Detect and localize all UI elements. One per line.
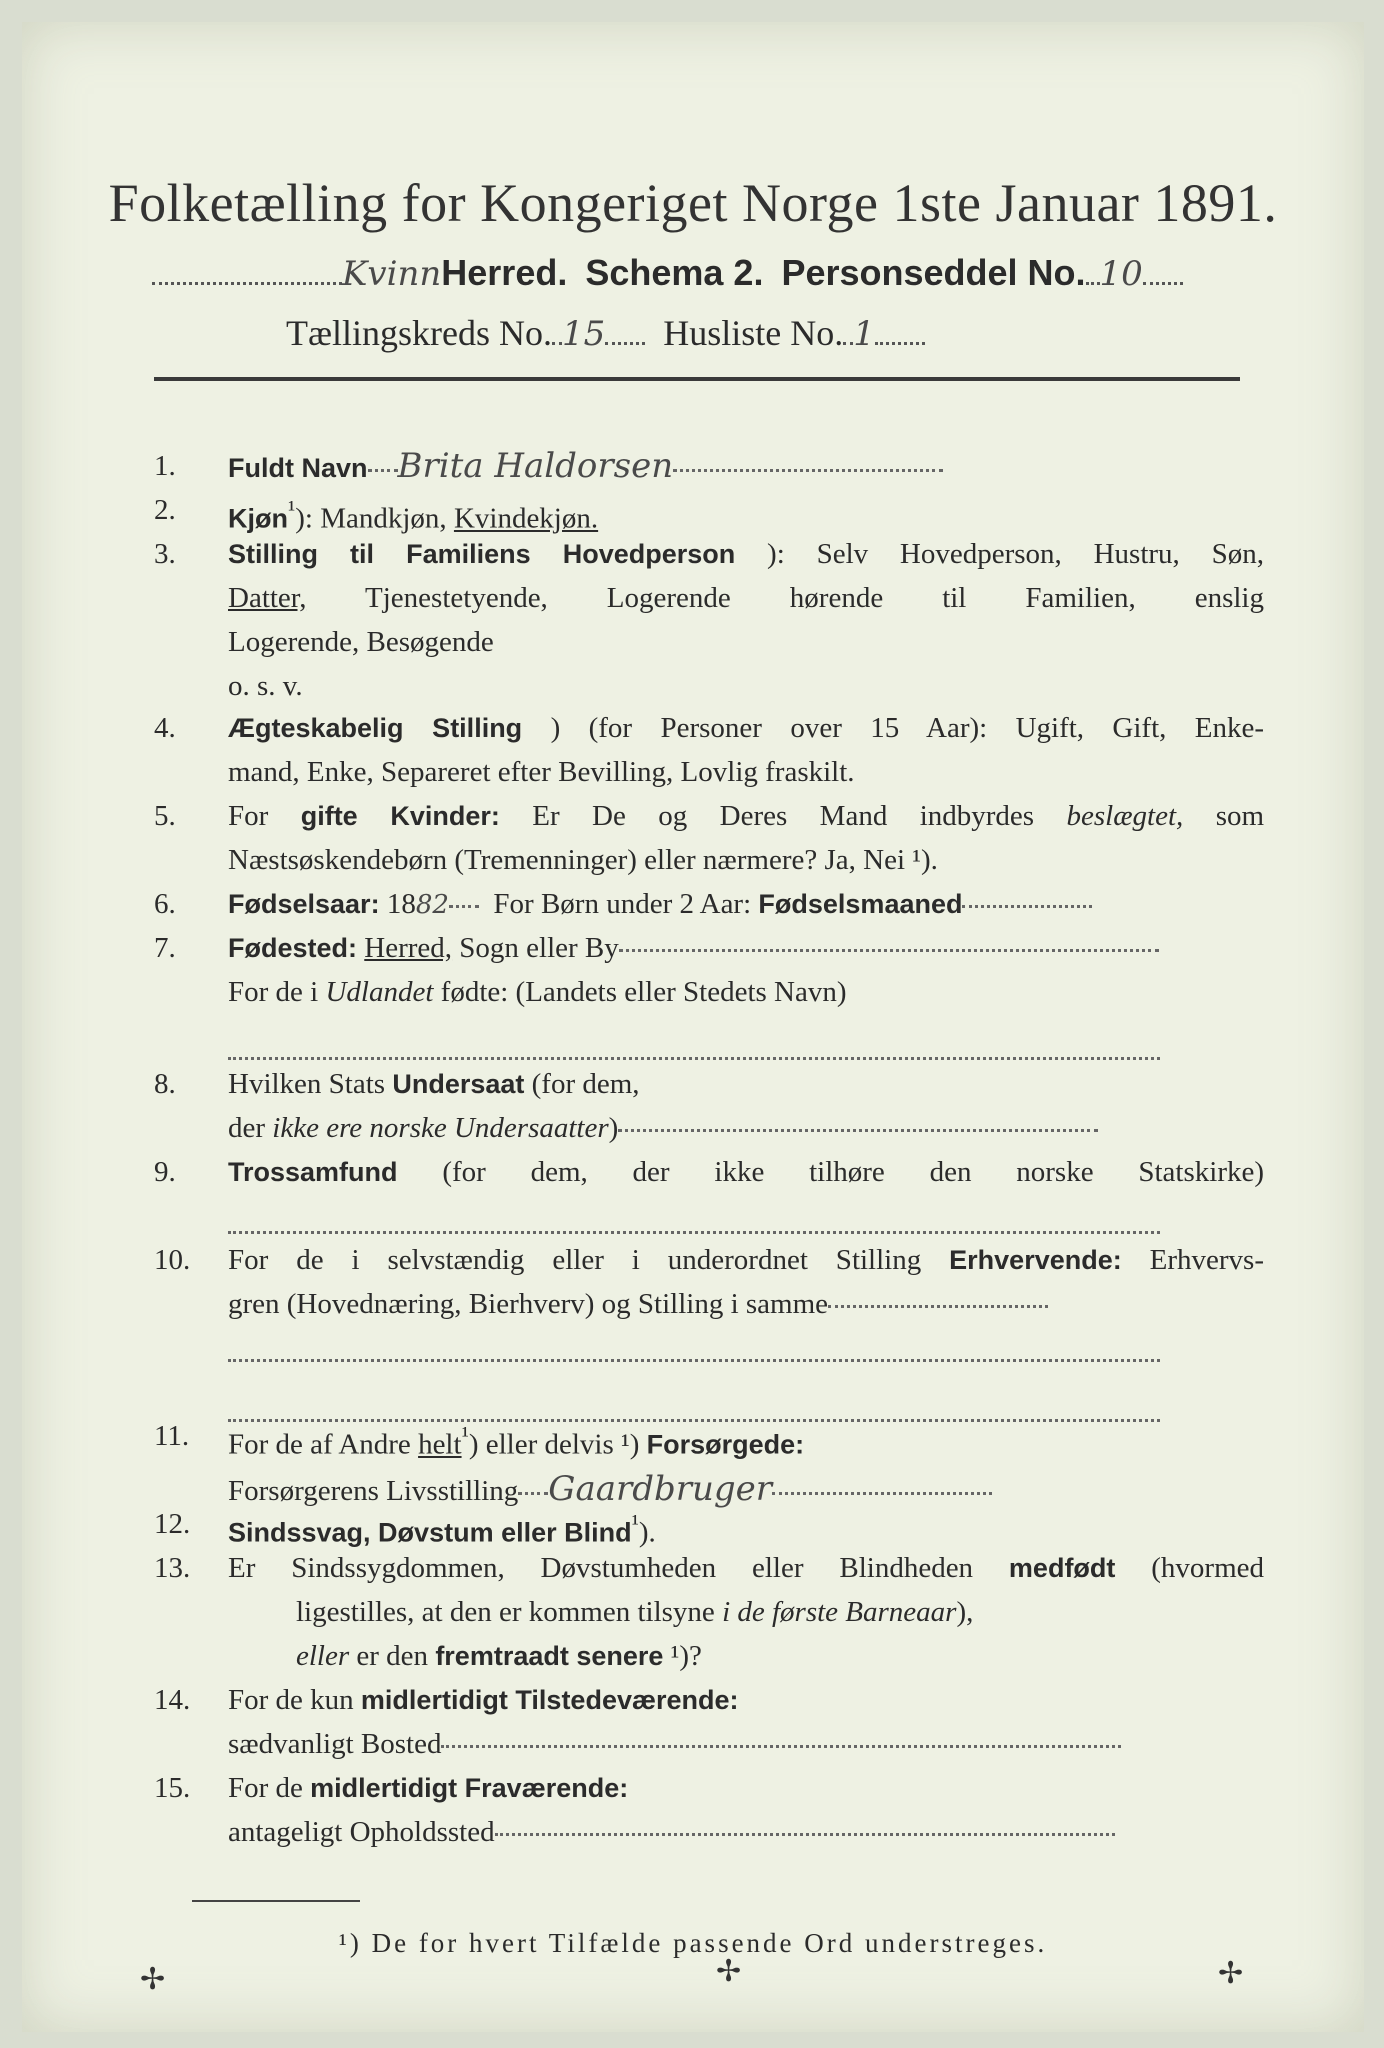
header-line-2	[286, 312, 925, 354]
kreds-label: Tællingskreds No.	[286, 313, 552, 353]
husliste-label: Husliste No.	[663, 313, 844, 353]
full-name-value: Brita Haldorsen	[397, 446, 674, 486]
kreds-no: 15	[562, 314, 606, 354]
birthplace-selected: Herred,	[364, 932, 453, 964]
provider-occupation-value: Gaardbruger	[548, 1468, 773, 1509]
form-title: Folketælling for Kongeriget Norge 1ste Januar 1891.	[108, 173, 1278, 233]
position-selected: Datter,	[228, 582, 307, 614]
footnote: ¹) De for hvert Tilfælde passende Ord understreges.	[338, 1928, 1048, 1958]
registration-mark-center: ✢	[716, 1955, 742, 1988]
schema-label: Schema 2.	[585, 252, 764, 293]
header-rule	[154, 377, 1240, 381]
registration-mark-left: ✢	[140, 1963, 166, 1996]
registration-mark-right: ✢	[1218, 1957, 1244, 1990]
herred-label: Herred.	[441, 252, 568, 293]
footnote-rule	[192, 1900, 360, 1902]
herred-value: Kvinn	[342, 254, 442, 294]
header-line-1	[152, 252, 1183, 294]
husliste-no: 1	[853, 314, 875, 354]
gender-selected: Kvindekjøn.	[453, 502, 599, 535]
personseddel-label: Personseddel No.	[781, 252, 1086, 293]
birth-year-value: 82	[415, 890, 449, 920]
personseddel-no: 10	[1099, 254, 1143, 294]
census-form-sheet: Folketælling for Kongeriget Norge 1ste Januar 1891. KvinnHerred. Schema 2. Personseddel No. 10 Tællingskreds No. 15 Husliste No. 1 1. Fuldt Navn Brita Haldorsen 2. Kjøn$^{^1}$): Mandkjøn, Kvindekjøn. 3. Stilling til Familiens Hovedperson ): Selv Hovedperson, Hustru, Søn, Datter, Tjenestetyende, Logerende hørende til Familien, enslig Logerende, Besøgende o. s. v. 4. Ægteskabelig Stilling ) (for Personer over 15 Aar): Ugift, Gift, Enke- mand, Enke, Separeret efter Bevilling, Lovlig fraskilt. 5. For gifte Kvinder: Er De og Deres Mand indbyrdes beslægtet, som Næstsøskendebørn (Tremenninger) eller nærmere? Ja, Nei ¹). 6. Fødselsaar: 1882 For Børn under 2 Aar: Fødselsmaaned 7. Fødested: Herred, Sogn eller By For de i Udlandet fødte: (Landets eller Stedets Navn) 8. Hvilken Stats Undersaat (for dem, der ikke ere norske Undersaatter) 9. Trossamfund (for dem, der ikke tilhøre den norske Statskirke) 10. For de i selvstændig eller i underordnet Stilling Erhvervende: Erhvervs- gren (Hovednæring, Bierhverv) og Stilling i samme 11. For de af Andre helt$^{^1}$) eller delvis ¹) Forsørgede: Forsørgerens Livsstilling Gaardbruger 12. Sindssvag, Døvstum eller Blind$^{^1}$). 13. Er Sindssygdommen, Døvstumheden eller Blindheden medfødt (hvormed ligestilles, at den er kommen tilsyne i de første Barneaar), eller er den fremtraadt senere ¹)? 14. For de kun midlertidigt Tilstedeværende: sædvanligt Bosted 15. For de midlertidigt Fraværende: antageligt Opholdssted ¹) De for hvert Tilfælde passende Ord understreges. ✢ ✢ ✢	[22, 22, 1364, 2032]
